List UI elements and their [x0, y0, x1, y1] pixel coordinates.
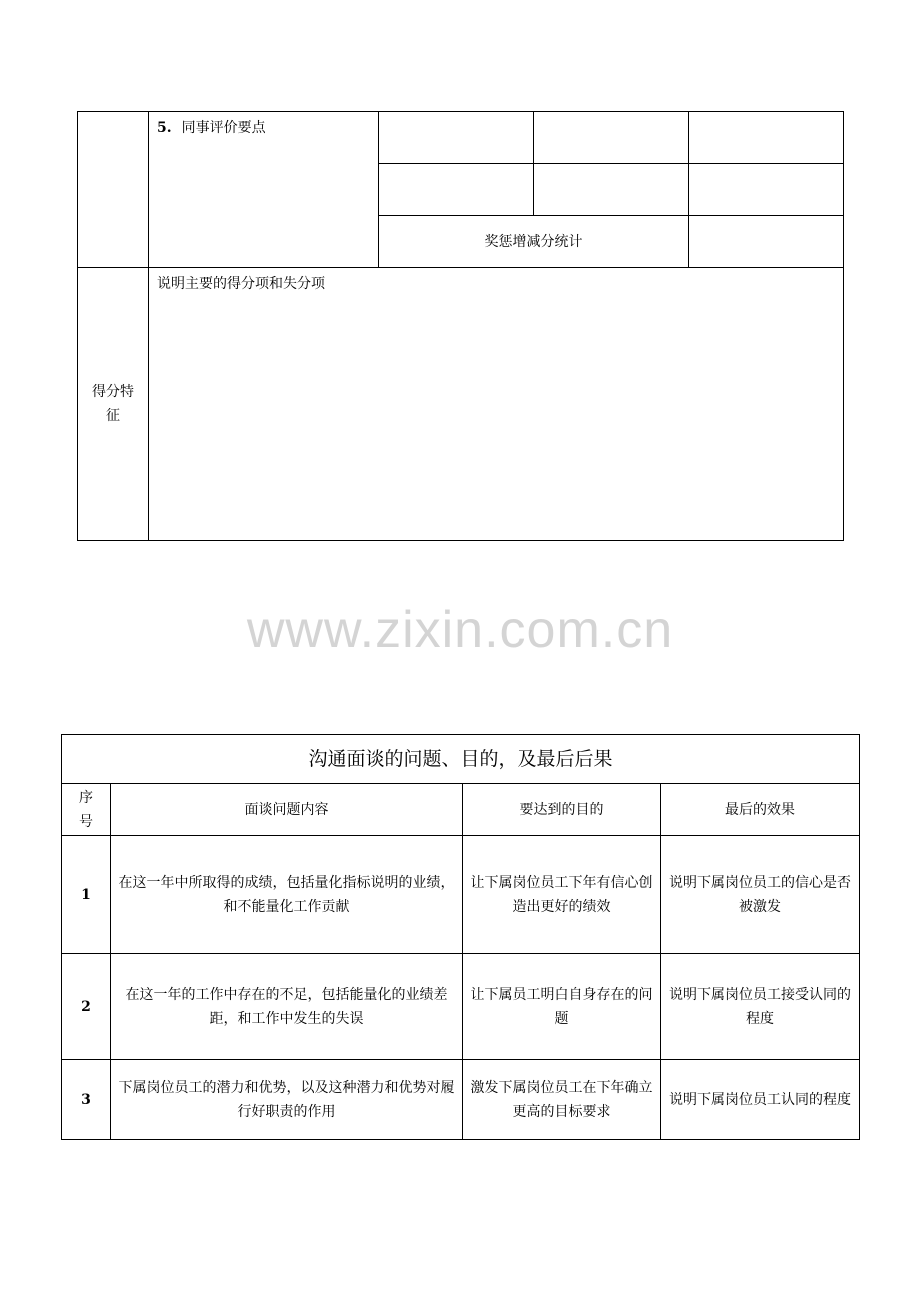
- score-cell: [534, 164, 689, 216]
- header-no: 序号: [62, 784, 111, 836]
- row-effect: 说明下属岗位员工认同的程度: [661, 1060, 860, 1140]
- table-row: [62, 954, 860, 1060]
- colleague-eval-cell: [149, 112, 379, 268]
- row-goal: 激发下属岗位员工在下年确立更高的目标要求: [463, 1060, 661, 1140]
- row-effect: 说明下属岗位员工的信心是否被激发: [661, 836, 860, 954]
- row-content: 下属岗位员工的潜力和优势，以及这种潜力和优势对履行好职责的作用: [111, 1060, 463, 1140]
- blank-label-cell: [78, 112, 149, 268]
- bonus-label: 奖惩增减分统计: [484, 233, 583, 250]
- row-content: 在这一年的工作中存在的不足，包括能量化的业绩差距，和工作中发生的失误: [111, 954, 463, 1060]
- colleague-eval-label: 同事评价要点: [181, 120, 266, 136]
- score-desc-cell: [149, 268, 844, 541]
- bonus-label-cell: [379, 216, 689, 268]
- score-cell: [534, 112, 689, 164]
- table-row: [62, 1060, 860, 1140]
- table-row: [62, 836, 860, 954]
- row-number: 3: [62, 1060, 111, 1140]
- row-goal: 让下属岗位员工下年有信心创造出更好的绩效: [463, 836, 661, 954]
- table-title: 沟通面谈的问题、目的，及最后后果: [62, 735, 860, 784]
- item-number: 5.: [157, 120, 172, 136]
- row-content: 在这一年中所取得的成绩，包括量化指标说明的业绩，和不能量化工作贡献: [111, 836, 463, 954]
- header-goal: 要达到的目的: [463, 784, 661, 836]
- row-number: 1: [62, 836, 111, 954]
- row-number: 2: [62, 954, 111, 1060]
- score-feature-label-cell: [78, 268, 149, 541]
- evaluation-table: [77, 111, 844, 541]
- row-goal: 让下属员工明白自身存在的问题: [463, 954, 661, 1060]
- interview-table: [61, 734, 860, 1140]
- score-feature-label: 得分特征: [92, 384, 134, 424]
- score-cell: [379, 164, 534, 216]
- header-effect: 最后的效果: [661, 784, 860, 836]
- score-desc-text: 说明主要的得分项和失分项: [157, 276, 325, 292]
- score-cell: [379, 112, 534, 164]
- row-effect: 说明下属岗位员工接受认同的程度: [661, 954, 860, 1060]
- score-cell: [689, 112, 844, 164]
- header-content: 面谈问题内容: [111, 784, 463, 836]
- bonus-value-cell: [689, 216, 844, 268]
- score-cell: [689, 164, 844, 216]
- watermark: www.zixin.com.cn: [246, 601, 674, 659]
